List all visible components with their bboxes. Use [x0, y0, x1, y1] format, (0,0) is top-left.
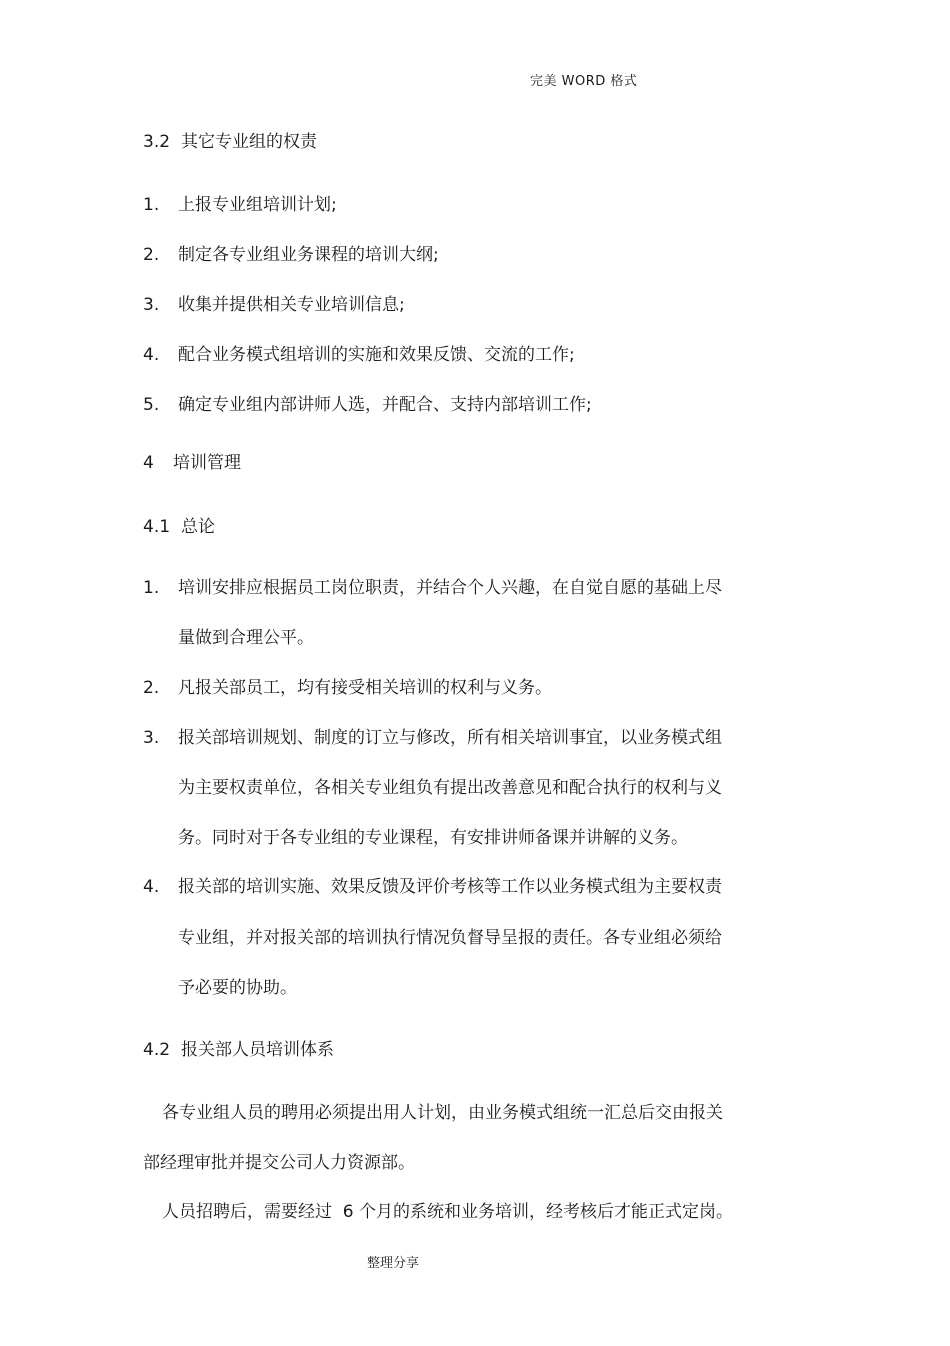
- list-item-text: 报关部的培训实施、效果反馈及评价考核等工作以业务模式组为主要权责: [178, 877, 722, 897]
- section-4-number: 4: [143, 453, 154, 473]
- list-item-number: 3.: [143, 295, 160, 315]
- section-4-1-number: 4.1: [143, 517, 171, 537]
- list-item-text: 上报专业组培训计划;: [178, 195, 337, 215]
- paragraph-line: 各专业组人员的聘用必须提出用人计划，由业务模式组统一汇总后交由报关: [162, 1103, 723, 1123]
- list-item-text: 培训安排应根据员工岗位职责，并结合个人兴趣，在自觉自愿的基础上尽: [178, 578, 722, 598]
- list-item-text: 专业组，并对报关部的培训执行情况负督导呈报的责任。各专业组必须给: [178, 928, 722, 948]
- list-item-number: 1.: [143, 578, 160, 598]
- section-4-2-title: 报关部人员培训体系: [181, 1040, 334, 1060]
- list-item-text: 为主要权责单位，各相关专业组负有提出改善意见和配合执行的权利与义: [178, 778, 722, 798]
- list-item-number: 3.: [143, 728, 160, 748]
- list-item-number: 2.: [143, 245, 160, 265]
- list-item-text: 予必要的协助。: [178, 978, 297, 998]
- section-4-1-title: 总论: [181, 517, 215, 537]
- list-item-text: 报关部培训规划、制度的订立与修改，所有相关培训事宜，以业务模式组: [178, 728, 722, 748]
- list-item-number: 5.: [143, 395, 160, 415]
- section-4-title: 培训管理: [173, 453, 241, 473]
- list-item-number: 4.: [143, 877, 160, 897]
- section-4-2-number: 4.2: [143, 1040, 171, 1060]
- list-item-text: 收集并提供相关专业培训信息;: [178, 295, 405, 315]
- section-3-2-number: 3.2: [143, 132, 171, 152]
- list-item-number: 2.: [143, 678, 160, 698]
- list-item-number: 1.: [143, 195, 160, 215]
- list-item-text: 务。同时对于各专业组的专业课程，有安排讲师备课并讲解的义务。: [178, 828, 688, 848]
- list-item-text: 配合业务模式组培训的实施和效果反馈、交流的工作;: [178, 345, 575, 365]
- page-header: 完美 WORD 格式: [530, 74, 638, 89]
- paragraph-line: 人员招聘后，需要经过 6 个月的系统和业务培训，经考核后才能正式定岗。: [162, 1202, 734, 1222]
- section-3-2-title: 其它专业组的权责: [181, 132, 317, 152]
- list-item-number: 4.: [143, 345, 160, 365]
- list-item-text: 凡报关部员工，均有接受相关培训的权利与义务。: [178, 678, 552, 698]
- list-item-text: 确定专业组内部讲师人选，并配合、支持内部培训工作;: [178, 395, 592, 415]
- paragraph-line: 部经理审批并提交公司人力资源部。: [143, 1153, 415, 1173]
- list-item-text: 制定各专业组业务课程的培训大纲;: [178, 245, 439, 265]
- list-item-text: 量做到合理公平。: [178, 628, 314, 648]
- page-footer: 整理分享: [367, 1256, 420, 1271]
